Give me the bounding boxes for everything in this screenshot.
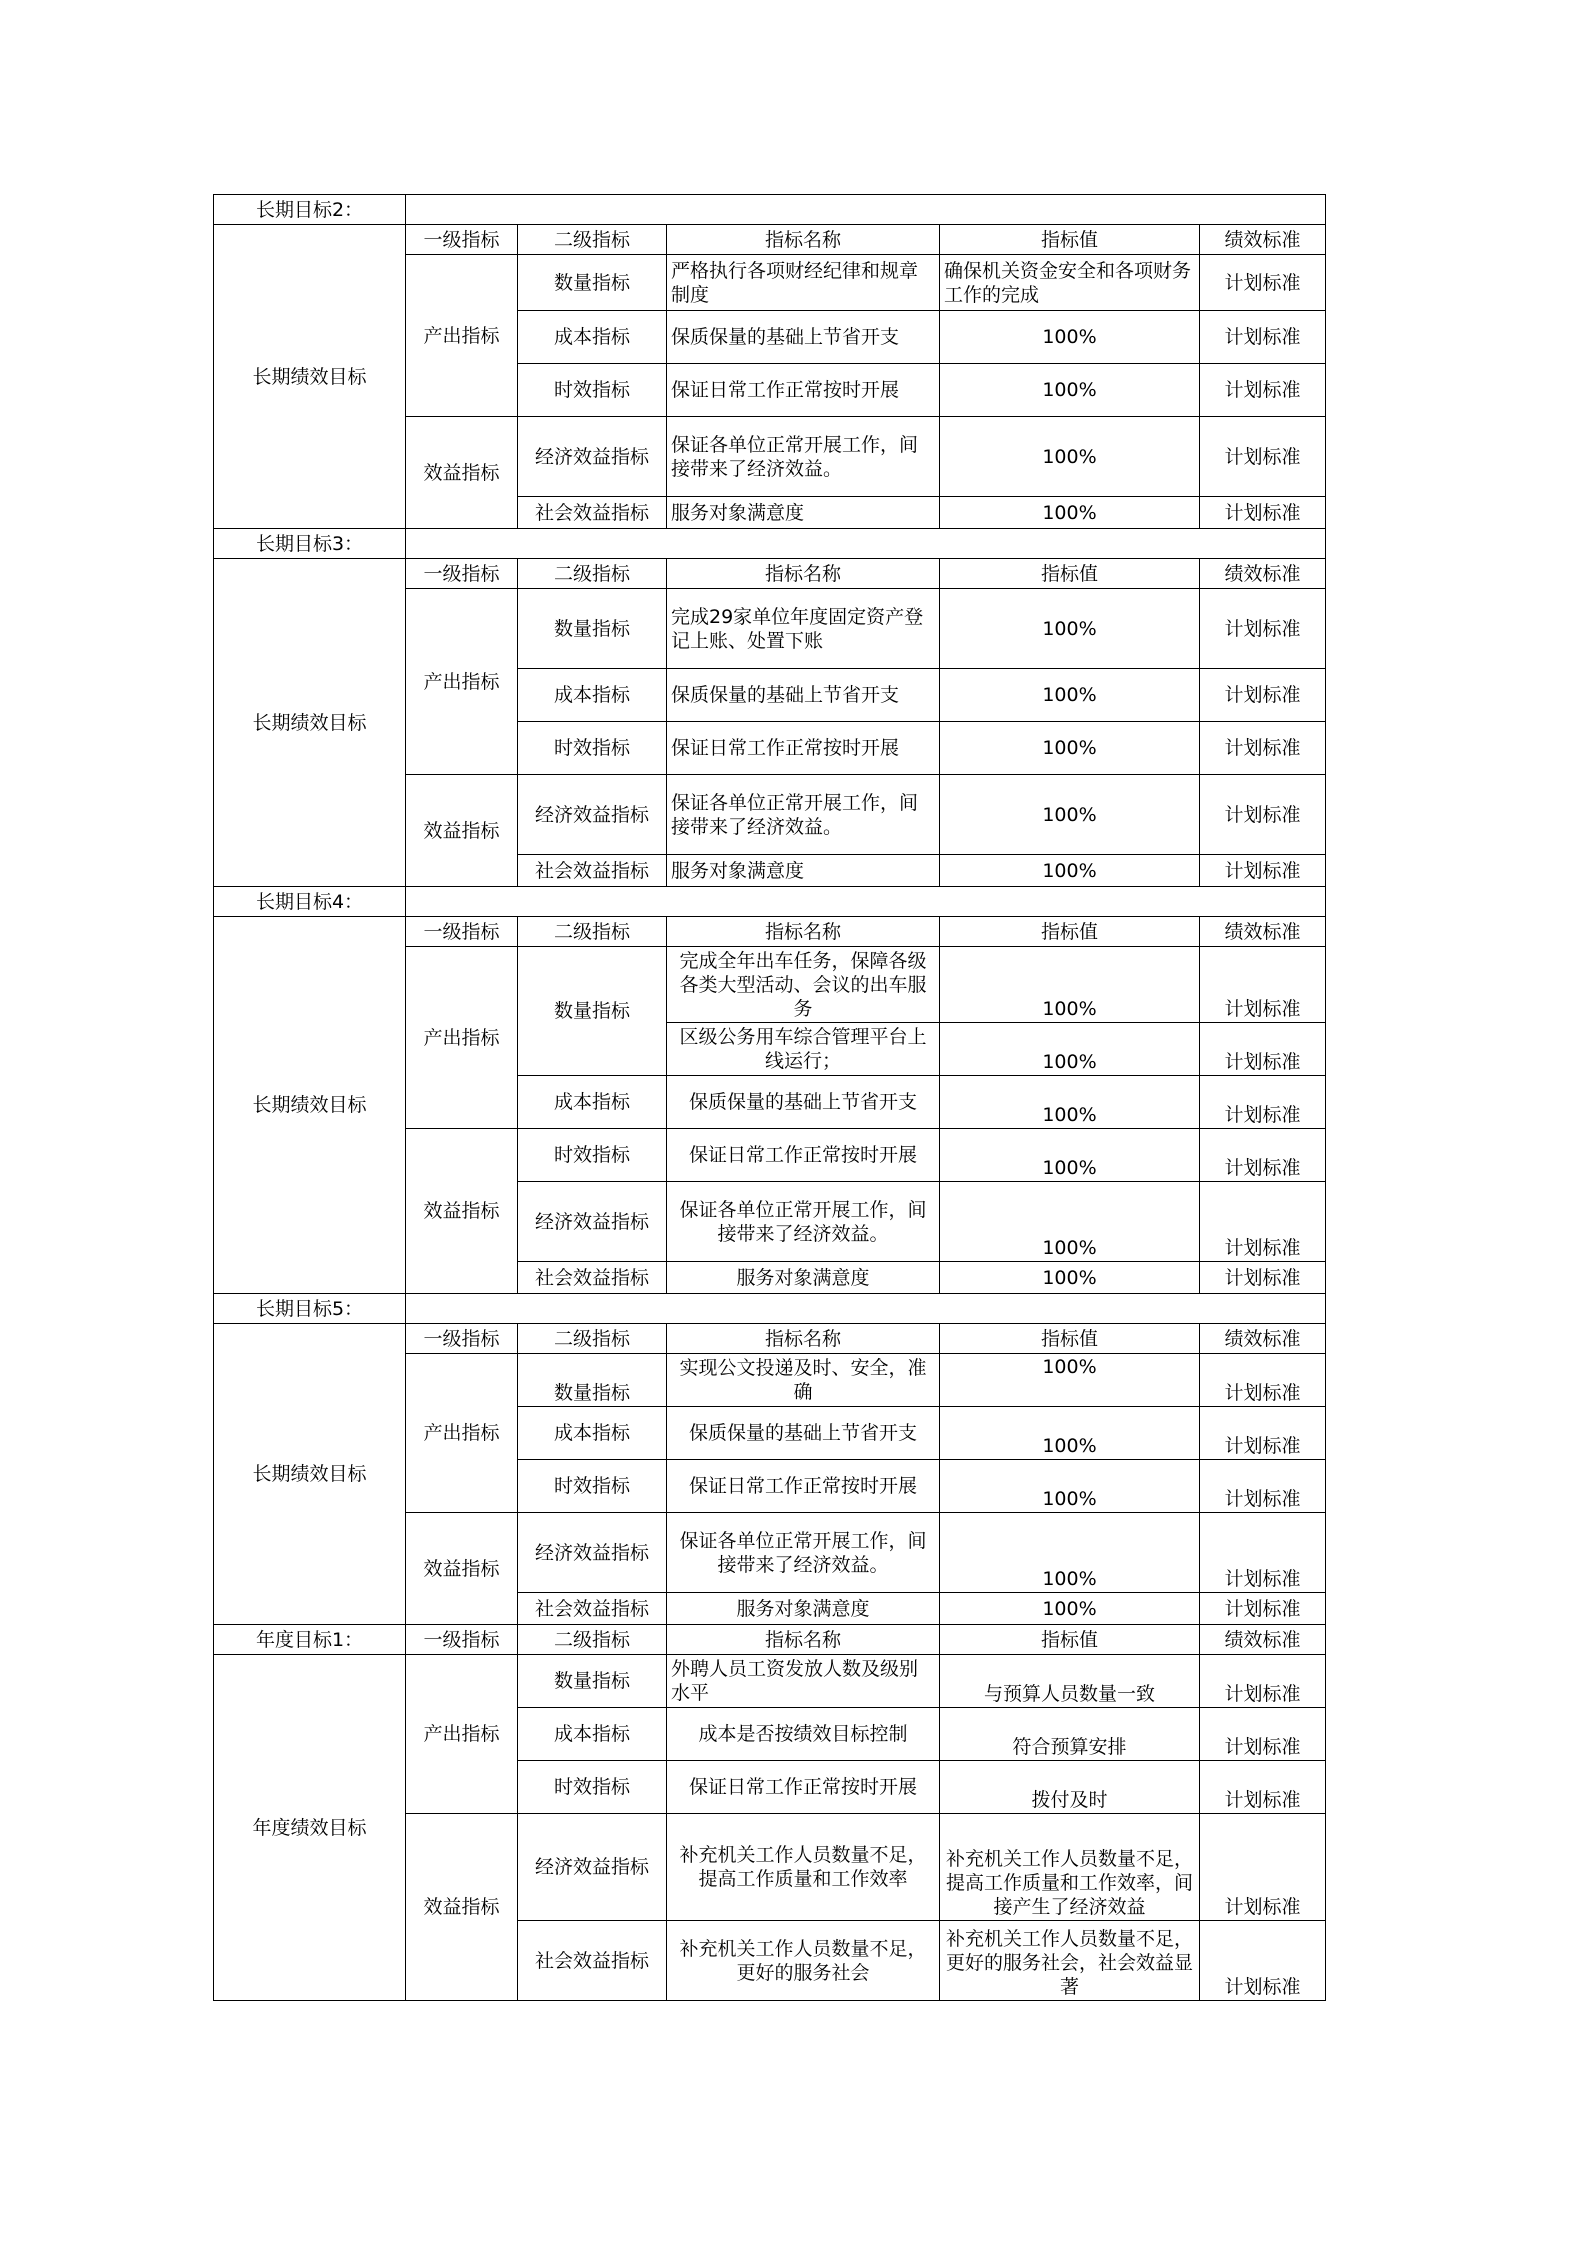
column-header-l2: 二级指标 (518, 1625, 667, 1655)
indicator-name: 补充机关工作人员数量不足，提高工作质量和工作效率 (667, 1814, 940, 1921)
level1-indicator: 产出指标 (406, 1354, 518, 1513)
indicator-name: 完成29家单位年度固定资产登记上账、处置下账 (667, 589, 940, 669)
level2-indicator: 社会效益指标 (518, 1593, 667, 1625)
indicator-name: 补充机关工作人员数量不足，更好的服务社会 (667, 1921, 940, 2001)
indicator-value: 100% (940, 1182, 1200, 1262)
level2-indicator: 时效指标 (518, 364, 667, 417)
goal-label-empty (406, 529, 1326, 559)
indicator-name: 保质保量的基础上节省开支 (667, 1076, 940, 1129)
column-header-l1: 一级指标 (406, 1625, 518, 1655)
performance-standard: 计划标准 (1200, 722, 1326, 775)
column-header-name: 指标名称 (667, 1324, 940, 1354)
goal-label-empty (406, 195, 1326, 225)
column-header-row (214, 1324, 1326, 1354)
level1-indicator: 效益指标 (406, 1814, 518, 2001)
performance-standard: 计划标准 (1200, 669, 1326, 722)
column-header-row (214, 559, 1326, 589)
level2-indicator: 经济效益指标 (518, 1182, 667, 1262)
goal-label-row (214, 1294, 1326, 1324)
indicator-value: 补充机关工作人员数量不足，提高工作质量和工作效率，间接产生了经济效益 (940, 1814, 1200, 1921)
indicator-name: 保证日常工作正常按时开展 (667, 1460, 940, 1513)
performance-standard: 计划标准 (1200, 1023, 1326, 1076)
level2-indicator: 社会效益指标 (518, 1921, 667, 2001)
level2-indicator: 时效指标 (518, 1761, 667, 1814)
indicator-value: 100% (940, 497, 1200, 529)
level2-indicator: 成本指标 (518, 1407, 667, 1460)
column-header-value: 指标值 (940, 1324, 1200, 1354)
column-header-name: 指标名称 (667, 917, 940, 947)
indicator-name: 服务对象满意度 (667, 855, 940, 887)
indicator-name: 严格执行各项财经纪律和规章制度 (667, 255, 940, 311)
level2-indicator: 社会效益指标 (518, 497, 667, 529)
column-header-l2: 二级指标 (518, 559, 667, 589)
indicator-value: 100% (940, 417, 1200, 497)
performance-standard: 计划标准 (1200, 775, 1326, 855)
performance-goals-table (213, 194, 1326, 2001)
level2-indicator: 数量指标 (518, 1655, 667, 1708)
goal-label: 年度目标1： (214, 1625, 406, 1655)
indicator-name: 成本是否按绩效目标控制 (667, 1708, 940, 1761)
performance-standard: 计划标准 (1200, 1262, 1326, 1294)
indicator-value: 100% (940, 1460, 1200, 1513)
performance-standard: 计划标准 (1200, 1655, 1326, 1708)
performance-standard: 计划标准 (1200, 497, 1326, 529)
indicator-value: 100% (940, 1023, 1200, 1076)
indicator-name: 保证日常工作正常按时开展 (667, 364, 940, 417)
indicator-name: 保证日常工作正常按时开展 (667, 1129, 940, 1182)
goal-label-empty (406, 1294, 1326, 1324)
indicator-name: 保证各单位正常开展工作，间接带来了经济效益。 (667, 1513, 940, 1593)
column-header-name: 指标名称 (667, 1625, 940, 1655)
level2-indicator: 数量指标 (518, 1354, 667, 1407)
performance-standard: 计划标准 (1200, 1593, 1326, 1625)
level2-indicator: 成本指标 (518, 1708, 667, 1761)
indicator-name: 保证各单位正常开展工作，间接带来了经济效益。 (667, 775, 940, 855)
indicator-value: 符合预算安排 (940, 1708, 1200, 1761)
performance-standard: 计划标准 (1200, 1354, 1326, 1407)
indicator-name: 服务对象满意度 (667, 1593, 940, 1625)
indicator-value: 100% (940, 1129, 1200, 1182)
indicator-value: 与预算人员数量一致 (940, 1655, 1200, 1708)
indicator-value: 确保机关资金安全和各项财务工作的完成 (940, 255, 1200, 311)
level1-indicator: 效益指标 (406, 417, 518, 529)
indicator-name: 保质保量的基础上节省开支 (667, 1407, 940, 1460)
goal-label: 长期目标4： (214, 887, 406, 917)
level2-indicator: 经济效益指标 (518, 417, 667, 497)
performance-standard: 计划标准 (1200, 417, 1326, 497)
indicator-name: 实现公文投递及时、安全，准确 (667, 1354, 940, 1407)
column-header-name: 指标名称 (667, 559, 940, 589)
column-header-std: 绩效标准 (1200, 1625, 1326, 1655)
indicator-value: 补充机关工作人员数量不足，更好的服务社会，社会效益显著 (940, 1921, 1200, 2001)
goal-label-row (214, 1625, 1326, 1655)
indicator-name: 保证各单位正常开展工作，间接带来了经济效益。 (667, 1182, 940, 1262)
goal-category: 长期绩效目标 (214, 917, 406, 1294)
indicator-value: 100% (940, 775, 1200, 855)
column-header-l2: 二级指标 (518, 917, 667, 947)
column-header-std: 绩效标准 (1200, 559, 1326, 589)
level2-indicator: 时效指标 (518, 722, 667, 775)
level2-indicator: 社会效益指标 (518, 855, 667, 887)
indicator-value: 100% (940, 1593, 1200, 1625)
level1-indicator: 产出指标 (406, 255, 518, 417)
indicator-name: 保质保量的基础上节省开支 (667, 311, 940, 364)
indicator-value: 100% (940, 1076, 1200, 1129)
level2-indicator: 数量指标 (518, 947, 667, 1076)
level2-indicator: 经济效益指标 (518, 775, 667, 855)
performance-standard: 计划标准 (1200, 589, 1326, 669)
column-header-std: 绩效标准 (1200, 1324, 1326, 1354)
goal-category: 长期绩效目标 (214, 225, 406, 529)
column-header-l1: 一级指标 (406, 225, 518, 255)
performance-standard: 计划标准 (1200, 1921, 1326, 2001)
level2-indicator: 经济效益指标 (518, 1513, 667, 1593)
goal-label-row (214, 887, 1326, 917)
column-header-name: 指标名称 (667, 225, 940, 255)
level2-indicator: 成本指标 (518, 669, 667, 722)
indicator-name: 服务对象满意度 (667, 1262, 940, 1294)
level2-indicator: 时效指标 (518, 1129, 667, 1182)
indicator-value: 100% (940, 1513, 1200, 1593)
performance-standard: 计划标准 (1200, 311, 1326, 364)
column-header-row (214, 225, 1326, 255)
performance-standard: 计划标准 (1200, 364, 1326, 417)
level1-indicator: 产出指标 (406, 1655, 518, 1814)
column-header-value: 指标值 (940, 1625, 1200, 1655)
performance-standard: 计划标准 (1200, 947, 1326, 1023)
level1-indicator: 产出指标 (406, 589, 518, 775)
indicator-name: 服务对象满意度 (667, 497, 940, 529)
column-header-l1: 一级指标 (406, 917, 518, 947)
goal-label: 长期目标2： (214, 195, 406, 225)
performance-standard: 计划标准 (1200, 1407, 1326, 1460)
indicator-value: 100% (940, 855, 1200, 887)
indicator-name: 完成全年出车任务，保障各级各类大型活动、会议的出车服务 (667, 947, 940, 1023)
goal-category: 年度绩效目标 (214, 1655, 406, 2001)
performance-standard: 计划标准 (1200, 1761, 1326, 1814)
goal-category: 长期绩效目标 (214, 1324, 406, 1625)
column-header-l2: 二级指标 (518, 1324, 667, 1354)
column-header-std: 绩效标准 (1200, 917, 1326, 947)
level2-indicator: 经济效益指标 (518, 1814, 667, 1921)
indicator-name: 保证各单位正常开展工作，间接带来了经济效益。 (667, 417, 940, 497)
column-header-l2: 二级指标 (518, 225, 667, 255)
indicator-name: 保证日常工作正常按时开展 (667, 1761, 940, 1814)
performance-standard: 计划标准 (1200, 1129, 1326, 1182)
indicator-value: 100% (940, 1262, 1200, 1294)
performance-standard: 计划标准 (1200, 1076, 1326, 1129)
column-header-value: 指标值 (940, 225, 1200, 255)
goal-category: 长期绩效目标 (214, 559, 406, 887)
goal-label-empty (406, 887, 1326, 917)
level1-indicator: 效益指标 (406, 775, 518, 887)
indicator-name: 区级公务用车综合管理平台上线运行； (667, 1023, 940, 1076)
goal-label-row (214, 195, 1326, 225)
indicator-name: 保证日常工作正常按时开展 (667, 722, 940, 775)
level2-indicator: 社会效益指标 (518, 1262, 667, 1294)
indicator-value: 100% (940, 589, 1200, 669)
level2-indicator: 成本指标 (518, 1076, 667, 1129)
indicator-value: 100% (940, 364, 1200, 417)
level2-indicator: 成本指标 (518, 311, 667, 364)
column-header-value: 指标值 (940, 559, 1200, 589)
column-header-l1: 一级指标 (406, 559, 518, 589)
column-header-value: 指标值 (940, 917, 1200, 947)
performance-standard: 计划标准 (1200, 855, 1326, 887)
performance-standard: 计划标准 (1200, 1460, 1326, 1513)
level2-indicator: 数量指标 (518, 255, 667, 311)
level2-indicator: 数量指标 (518, 589, 667, 669)
level1-indicator: 产出指标 (406, 947, 518, 1129)
indicator-value: 拨付及时 (940, 1761, 1200, 1814)
indicator-value: 100% (940, 722, 1200, 775)
column-header-row (214, 917, 1326, 947)
column-header-std: 绩效标准 (1200, 225, 1326, 255)
performance-standard: 计划标准 (1200, 255, 1326, 311)
goal-label-row (214, 529, 1326, 559)
indicator-name: 外聘人员工资发放人数及级别水平 (667, 1655, 940, 1708)
indicator-value: 100% (940, 1354, 1200, 1407)
goal-label: 长期目标5： (214, 1294, 406, 1324)
indicator-value: 100% (940, 947, 1200, 1023)
performance-standard: 计划标准 (1200, 1814, 1326, 1921)
level1-indicator: 效益指标 (406, 1129, 518, 1294)
level2-indicator: 时效指标 (518, 1460, 667, 1513)
goal-label: 长期目标3： (214, 529, 406, 559)
performance-standard: 计划标准 (1200, 1708, 1326, 1761)
performance-standard: 计划标准 (1200, 1513, 1326, 1593)
indicator-value: 100% (940, 669, 1200, 722)
indicator-name: 保质保量的基础上节省开支 (667, 669, 940, 722)
table-row (214, 1655, 1326, 1708)
indicator-value: 100% (940, 311, 1200, 364)
indicator-value: 100% (940, 1407, 1200, 1460)
performance-standard: 计划标准 (1200, 1182, 1326, 1262)
level1-indicator: 效益指标 (406, 1513, 518, 1625)
column-header-l1: 一级指标 (406, 1324, 518, 1354)
